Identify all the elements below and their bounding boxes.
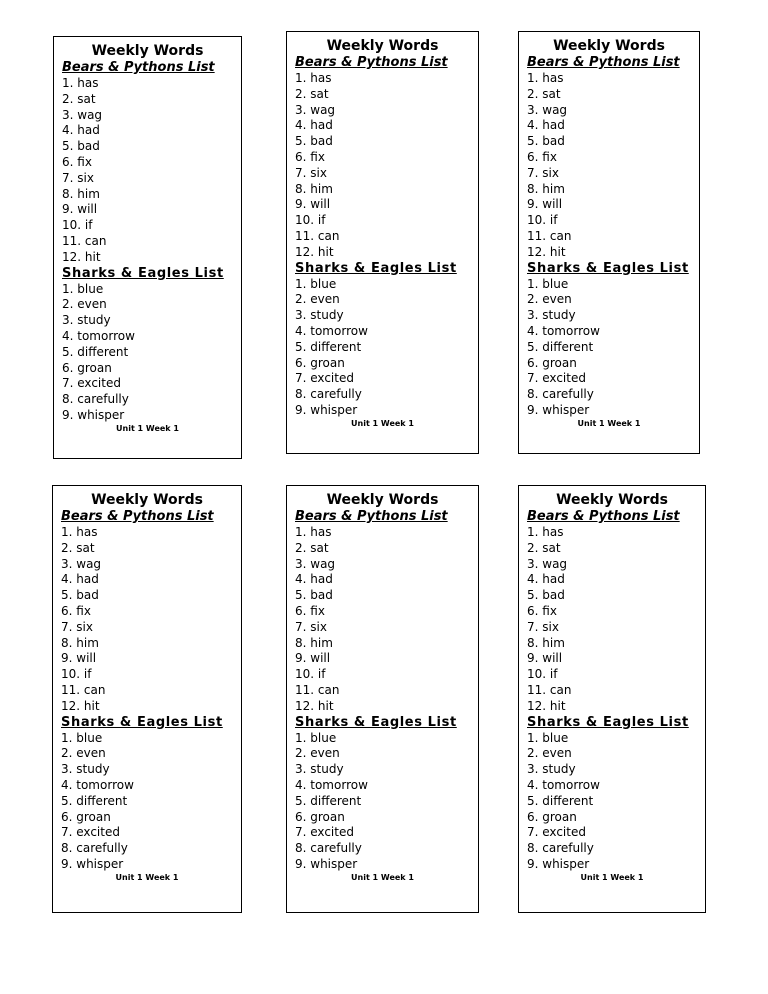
word-list-item: 2. even [295, 746, 340, 761]
word-list-item: 8. carefully [61, 841, 128, 856]
word-card-4 [52, 485, 242, 913]
word-list-item: 1. blue [527, 276, 569, 291]
word-list-item: 5. different [527, 793, 594, 808]
card-footer: Unit 1 Week 1 [577, 418, 641, 428]
word-list-item: 4. had [61, 572, 99, 587]
word-list-item: 6. fix [527, 603, 557, 618]
word-list-item: 9. will [527, 197, 563, 212]
word-list-item: 5. bad [62, 139, 100, 154]
word-list-item: 9. whisper [62, 407, 125, 422]
word-list-item: 1. has [527, 525, 564, 539]
sharks-eagles-heading: Sharks & Eagles List [62, 265, 224, 281]
word-list-item: 9. whisper [295, 856, 358, 871]
word-list-item: 1. has [62, 76, 99, 90]
word-list-item: 7. six [62, 170, 94, 185]
word-card-1 [53, 36, 242, 459]
word-list-item: 1. has [61, 525, 98, 539]
word-list-item: 6. groan [527, 809, 577, 824]
word-list-item: 4. tomorrow [527, 323, 600, 338]
word-list-item: 4. had [295, 572, 333, 587]
word-list-item: 2. even [527, 292, 572, 307]
word-list-item: 12. hit [61, 698, 100, 713]
word-list-item: 7. excited [295, 371, 354, 386]
sharks-eagles-heading: Sharks & Eagles List [527, 260, 689, 276]
word-list-item: 5. bad [295, 134, 333, 149]
bears-pythons-heading: Bears & Pythons List [295, 509, 448, 524]
word-list-item: 3. wag [62, 107, 103, 122]
word-list-item: 3. wag [295, 556, 336, 571]
bears-pythons-heading: Bears & Pythons List [61, 509, 214, 524]
bears-pythons-heading: Bears & Pythons List [295, 55, 448, 70]
word-list-item: 8. carefully [295, 841, 362, 856]
word-list-item: 8. him [62, 186, 100, 201]
word-list-item: 3. study [527, 308, 576, 323]
word-list-item: 8. carefully [527, 387, 594, 402]
bears-pythons-heading: Bears & Pythons List [527, 509, 680, 524]
sharks-eagles-list [61, 731, 233, 873]
word-list-item: 1. has [295, 525, 332, 539]
word-list-item: 9. will [295, 197, 331, 212]
card-footer: Unit 1 Week 1 [580, 872, 644, 882]
word-list-item: 6. groan [295, 355, 345, 370]
word-list-item: 12. hit [295, 244, 334, 259]
word-list-item: 12. hit [527, 244, 566, 259]
word-list-item: 9. will [61, 651, 97, 666]
word-list-item: 4. tomorrow [527, 777, 600, 792]
word-list-item: 3. study [295, 762, 344, 777]
word-list-item: 6. groan [527, 355, 577, 370]
word-list-item: 7. excited [295, 825, 354, 840]
word-list-item: 7. six [295, 619, 327, 634]
word-list-item: 4. tomorrow [62, 328, 135, 343]
word-list-item: 6. groan [62, 360, 112, 375]
word-list-item: 10. if [61, 667, 92, 682]
word-list-item: 7. six [527, 619, 559, 634]
word-list-item: 6. fix [295, 149, 325, 164]
word-list-item: 1. blue [527, 730, 569, 745]
word-list-item: 11. can [62, 233, 107, 248]
word-list-item: 5. different [61, 793, 128, 808]
word-list-item: 7. six [527, 165, 559, 180]
word-list-item: 12. hit [527, 698, 566, 713]
word-list-item: 10. if [527, 667, 558, 682]
sharks-eagles-heading: Sharks & Eagles List [61, 714, 223, 730]
word-list-item: 3. study [295, 308, 344, 323]
word-list-item: 5. different [295, 339, 362, 354]
word-list-item: 10. if [295, 667, 326, 682]
bears-pythons-list [62, 76, 233, 266]
word-list-item: 5. bad [61, 588, 99, 603]
word-list-item: 10. if [62, 218, 93, 233]
word-list-item: 3. wag [527, 556, 568, 571]
word-list-item: 3. wag [527, 102, 568, 117]
sharks-eagles-list [527, 731, 697, 873]
word-list-item: 6. fix [527, 149, 557, 164]
word-list-item: 8. carefully [527, 841, 594, 856]
word-list-item: 1. blue [295, 276, 337, 291]
card-title: Weekly Words [326, 492, 439, 508]
sharks-eagles-list [527, 277, 691, 419]
word-list-item: 6. fix [61, 603, 91, 618]
word-card-3 [518, 31, 700, 454]
word-list-item: 11. can [295, 228, 340, 243]
word-list-item: 6. fix [295, 603, 325, 618]
word-list-item: 7. excited [527, 825, 586, 840]
word-card-2 [286, 31, 479, 454]
sharks-eagles-heading: Sharks & Eagles List [295, 260, 457, 276]
word-list-item: 1. blue [61, 730, 103, 745]
card-title: Weekly Words [553, 38, 665, 54]
word-list-item: 11. can [61, 682, 106, 697]
card-title: Weekly Words [326, 38, 439, 54]
card-footer: Unit 1 Week 1 [115, 872, 179, 882]
word-list-item: 9. whisper [61, 856, 124, 871]
bears-pythons-list [527, 71, 691, 261]
word-list-item: 9. whisper [527, 856, 590, 871]
bears-pythons-list [61, 525, 233, 715]
word-list-item: 7. excited [527, 371, 586, 386]
card-footer: Unit 1 Week 1 [351, 418, 414, 428]
word-list-item: 4. had [295, 118, 333, 133]
word-list-item: 9. will [527, 651, 563, 666]
word-list-item: 5. bad [295, 588, 333, 603]
word-list-item: 8. him [61, 635, 99, 650]
word-list-item: 9. will [295, 651, 331, 666]
word-list-item: 4. tomorrow [295, 323, 368, 338]
sharks-eagles-list [62, 282, 233, 424]
word-list-item: 12. hit [62, 249, 101, 264]
card-footer: Unit 1 Week 1 [116, 423, 179, 433]
word-list-item: 4. had [527, 118, 565, 133]
word-list-item: 5. different [295, 793, 362, 808]
word-list-item: 1. has [527, 71, 564, 85]
word-list-item: 5. bad [527, 134, 565, 149]
word-list-item: 2. sat [295, 540, 329, 555]
word-list-item: 4. had [527, 572, 565, 587]
sharks-eagles-list [295, 731, 470, 873]
card-title: Weekly Words [91, 492, 203, 508]
word-list-item: 8. carefully [295, 387, 362, 402]
word-list-item: 2. sat [527, 86, 561, 101]
word-list-item: 4. tomorrow [295, 777, 368, 792]
word-list-item: 1. blue [295, 730, 337, 745]
word-list-item: 11. can [527, 228, 572, 243]
word-list-item: 8. him [295, 635, 333, 650]
word-list-item: 11. can [295, 682, 340, 697]
word-list-item: 2. even [527, 746, 572, 761]
word-list-item: 9. will [62, 202, 98, 217]
sharks-eagles-list [295, 277, 470, 419]
word-list-item: 5. bad [527, 588, 565, 603]
word-list-item: 3. wag [61, 556, 102, 571]
word-list-item: 2. even [61, 746, 106, 761]
sharks-eagles-heading: Sharks & Eagles List [527, 714, 689, 730]
sharks-eagles-heading: Sharks & Eagles List [295, 714, 457, 730]
word-list-item: 12. hit [295, 698, 334, 713]
word-list-item: 4. had [62, 123, 100, 138]
word-card-5 [286, 485, 479, 913]
word-list-item: 10. if [295, 213, 326, 228]
bears-pythons-heading: Bears & Pythons List [62, 60, 215, 75]
word-list-item: 2. sat [527, 540, 561, 555]
word-list-item: 6. groan [295, 809, 345, 824]
card-title: Weekly Words [91, 43, 204, 59]
word-list-item: 5. different [62, 344, 129, 359]
word-list-item: 2. sat [295, 86, 329, 101]
bears-pythons-list [527, 525, 697, 715]
card-footer: Unit 1 Week 1 [351, 872, 414, 882]
word-list-item: 7. six [295, 165, 327, 180]
word-list-item: 3. study [62, 313, 111, 328]
card-title: Weekly Words [556, 492, 668, 508]
word-list-item: 2. even [62, 297, 107, 312]
word-list-item: 7. excited [62, 376, 121, 391]
word-list-item: 4. tomorrow [61, 777, 134, 792]
word-list-item: 2. even [295, 292, 340, 307]
bears-pythons-heading: Bears & Pythons List [527, 55, 680, 70]
word-list-item: 1. has [295, 71, 332, 85]
word-list-item: 6. fix [62, 154, 92, 169]
word-list-item: 2. sat [61, 540, 95, 555]
word-card-6 [518, 485, 706, 913]
word-list-item: 8. him [527, 635, 565, 650]
word-list-item: 6. groan [61, 809, 111, 824]
word-list-item: 8. carefully [62, 392, 129, 407]
bears-pythons-list [295, 71, 470, 261]
word-list-item: 8. him [527, 181, 565, 196]
bears-pythons-list [295, 525, 470, 715]
word-list-item: 3. study [527, 762, 576, 777]
word-list-item: 1. blue [62, 281, 104, 296]
word-list-item: 11. can [527, 682, 572, 697]
word-list-item: 2. sat [62, 91, 96, 106]
word-list-item: 3. wag [295, 102, 336, 117]
word-list-item: 7. excited [61, 825, 120, 840]
word-list-item: 8. him [295, 181, 333, 196]
word-list-item: 9. whisper [527, 402, 590, 417]
word-list-item: 5. different [527, 339, 594, 354]
word-list-item: 10. if [527, 213, 558, 228]
word-list-item: 3. study [61, 762, 110, 777]
word-list-item: 7. six [61, 619, 93, 634]
word-list-item: 9. whisper [295, 402, 358, 417]
